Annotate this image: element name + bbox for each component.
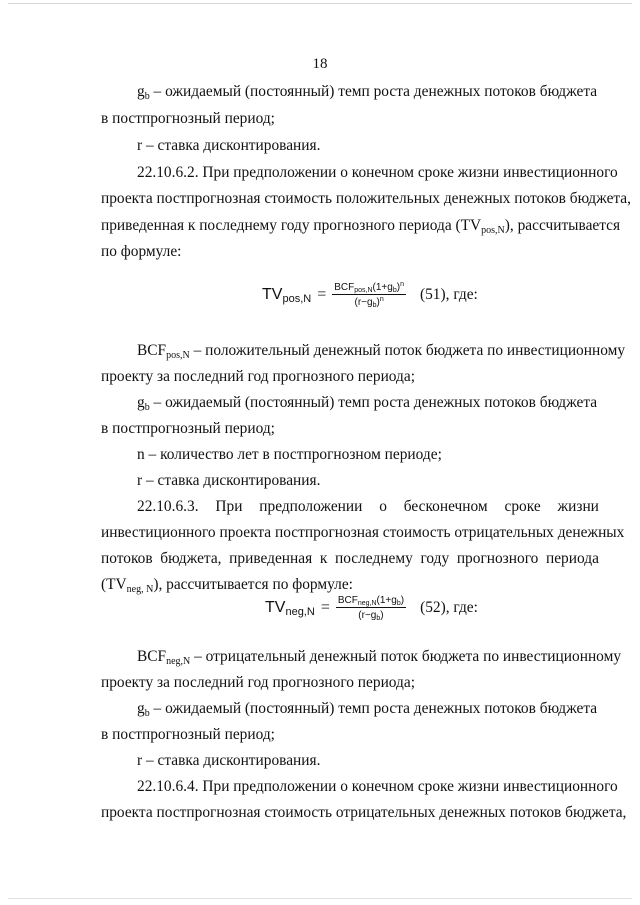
formula-52-fraction [336, 595, 406, 621]
bcf-neg-definition-line-1: $BCF_{neg,N}$ – отрицательный денежный поток бюджета по инвестиционному [137, 648, 622, 667]
formula-52 [265, 595, 478, 621]
gb-definition-3-line-1: $g_b$ – ожидаемый (постоянный) темп роста денежных потоков бюджета [137, 700, 598, 719]
scan-bottom-edge [8, 898, 632, 899]
formula-51 [262, 282, 478, 308]
para-22-10-6-3-line-4: $(TV_{neg, N})$, рассчитывается по формуле: [101, 576, 353, 595]
para-22-10-6-2-line-4: по формуле: [101, 243, 182, 260]
para-22-10-6-3-line-2: инвестиционного проекта постпрогнозная стоимость отрицательных денежных [101, 524, 625, 541]
formula-52-lhs: $TV_{neg,N}$ [265, 599, 315, 618]
formula-51-denominator: $(r-g_b)^n$ [354, 296, 384, 309]
para-22-10-6-2-line-1: 22.10.6.2. При предположении о конечном сроке жизни инвестиционного [137, 164, 618, 181]
formula-51-numerator: $BCF_{pos,N}(1+g_b)^n$ [334, 281, 404, 294]
formula-52-equals: = [320, 599, 330, 616]
scan-top-edge [8, 3, 632, 4]
page-number: 18 [312, 56, 328, 72]
n-definition: n – количество лет в постпрогнозном периоде; [137, 446, 442, 463]
formula-51-label: (51), где: [419, 286, 478, 303]
gb-definition-2-line-1: $g_b$ – ожидаемый (постоянный) темп роста денежных потоков бюджета [137, 394, 598, 413]
r-definition-3: r – ставка дисконтирования. [137, 752, 321, 769]
para-22-10-6-2-line-2: проекта постпрогнозная стоимость положительных денежных потоков бюджета, [101, 190, 631, 207]
para-22-10-6-2-line-3: приведенная к последнему году прогнозного периода $(TV_{pos,N})$, рассчитывается [101, 217, 621, 236]
gb-definition-2-line-2: в постпрогнозный период; [101, 420, 275, 437]
gb-definition-line-2: в постпрогнозный период; [101, 110, 275, 127]
formula-51-lhs: $TV_{pos,N}$ [262, 286, 312, 305]
gb-definition-line-1 [137, 82, 599, 102]
formula-51-equals: = [317, 286, 327, 303]
para-22-10-6-4-line-2: проекта постпрогнозная стоимость отрицательных денежных потоков бюджета, [101, 804, 627, 821]
gb-definition-1-text: $g_b$ – ожидаемый (постоянный) темп роста денежных потоков бюджета [137, 83, 598, 102]
bcf-pos-definition-line-2: проекту за последний год прогнозного периода; [101, 368, 415, 385]
bcf-neg-definition-line-2: проекту за последний год прогнозного периода; [101, 674, 415, 691]
bcf-pos-definition-line-1: $BCF_{pos,N}$ – положительный денежный поток бюджета по инвестиционному [137, 342, 626, 361]
gb-definition-3-line-2: в постпрогнозный период; [101, 726, 275, 743]
para-22-10-6-3-line-3: потоков бюджета, приведенная к последнему году прогнозного периода [101, 550, 599, 567]
r-definition-2: r – ставка дисконтирования. [137, 472, 321, 489]
formula-52-denominator: $(r-g_b)$ [358, 610, 384, 622]
formula-51-fraction [332, 282, 406, 308]
r-definition-1: r – ставка дисконтирования. [137, 137, 321, 154]
para-22-10-6-4-line-1: 22.10.6.4. При предположении о конечном сроке жизни инвестиционного [137, 778, 618, 795]
formula-52-label: (52), где: [420, 599, 478, 616]
formula-52-numerator: $BCF_{neg,N}(1+g_b)$ [337, 595, 405, 607]
para-22-10-6-3-line-1: 22.10.6.3. При предположении о бесконечном сроке жизни [137, 498, 599, 515]
